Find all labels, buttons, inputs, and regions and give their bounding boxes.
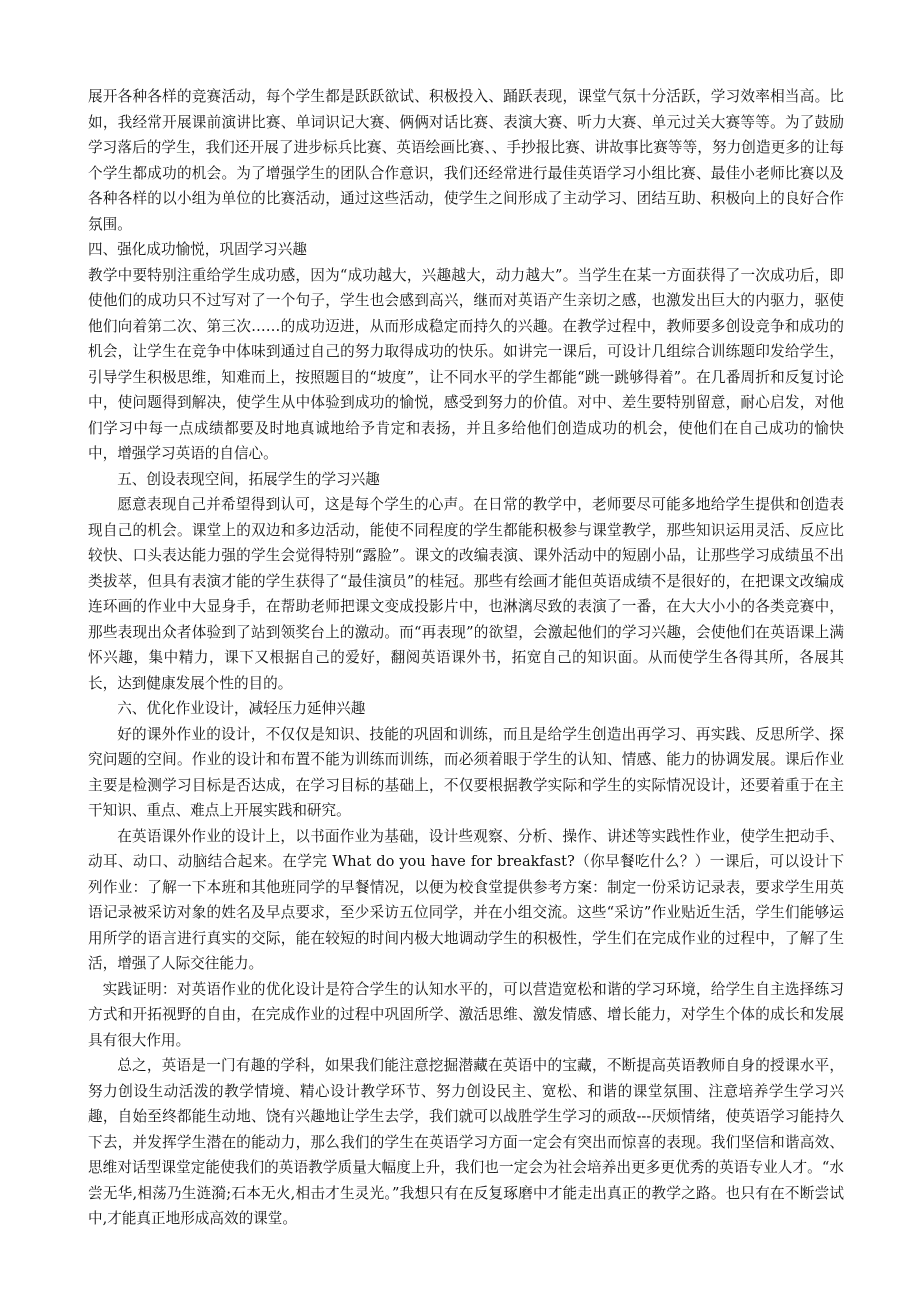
paragraph-homework-design: 好的课外作业的设计，不仅仅是知识、技能的巩固和训练，而且是给学生创造出再学习、再实践、反思所学、探究问题的空间。作业的设计和布置不能为训练而训练，而必须着眼于学生的认知、情感、能力的协调发展。课后作业主要是检测学习目标是否达成，在学习目标的基础上，不仅要根据教学实际和学生的实际情况设计，还要着重于在主干知识、重点、难点上开展实践和研究。 — [88, 725, 844, 819]
paragraph-expression: 愿意表现自己并希望得到认可，这是每个学生的心声。在日常的教学中，老师要尽可能多地给学生提供和创造表现自己的机会。课堂上的双边和多边活动，能使不同程度的学生都能积极参与课堂教学，那些知识运用灵活、反应比较快、口头表达能力强的学生会觉得特别“露脸”。课文的改编表演、课外活动中的短剧小品，让那些学习成绩虽不出类拔萃，但具有表演才能的学生获得了“最佳演员”的桂冠。那些有绘画才能但英语成绩不是很好的，在把课文改编成连环画的作业中大显身手，在帮助老师把课文变成投影片中，也淋漓尽致的表演了一番，在大大小小的各类竞赛中，那些表现出众者体验到了站到领奖台上的激动。而“再表现”的欲望，会激起他们的学习兴趣，会使他们在英语课上满怀兴趣，集中精力，课下又根据自己的爱好，翻阅英语课外书，拓宽自己的知识面。从而使学生各得其所，各展其长，达到健康发展个性的目的。 — [88, 496, 844, 692]
section-heading-4: 四、强化成功愉悦，巩固学习兴趣 — [88, 241, 307, 258]
section-heading-5: 五、创设表现空间，拓展学生的学习兴趣 — [117, 470, 380, 488]
section-heading-6: 六、优化作业设计，减轻压力延伸兴趣 — [117, 700, 366, 717]
paragraph-homework-example: 在英语课外作业的设计上，以书面作业为基础，设计些观察、分析、操作、讲述等实践性作业，使学生把动手、动耳、动口、动脑结合起来。在学完 What do you have for breakfast?（你早餐吃什么？）一课后，可以设计下列作业：了解一下本班和其他班同学的早餐情况，以便为校食堂提供参考方案：制定一份采访记录表，要求学生用英语记录被采访对象的姓名及早点要求，至少采访五位同学，并在小组交流。这些“采访”作业贴近生活，学生们能够运用所学的语言进行真实的交际，能在较短的时间内极大地调动学生的积极性，学生们在完成作业的过程中，了解了生活，增强了人际交往能力。 — [88, 827, 844, 972]
paragraph-conclusion: 总之，英语是一门有趣的学科，如果我们能注意挖掘潜藏在英语中的宝藏，不断提高英语教师自身的授课水平，努力创设生动活泼的教学情境、精心设计教学环节、努力创设民主、宽松、和谐的课堂氛围、注意培养学生学习兴趣，自始至终都能生动地、饶有兴趣地让学生去学，我们就可以战胜学生学习的顽敌---厌烦情绪，使英语学习能持久下去，并发挥学生潜在的能动力，那么我们的学生在英语学习方面一定会有突出而惊喜的表现。我们坚信和谐高效、思维对话型课堂定能使我们的英语教学质量大幅度上升，我们也一定会为社会培养出更多更优秀的英语专业人才。“水尝无华,相荡乃生涟漪;石本无火,相击才生灵光。”我想只有在反复琢磨中才能走出真正的教学之路。也只有在不断尝试中,才能真正地形成高效的课堂。 — [88, 1057, 844, 1227]
document-page — [88, 84, 844, 1232]
paragraph-practice-proof: 实践证明：对英语作业的优化设计是符合学生的认知水平的，可以营造宽松和谐的学习环境，给学生自主选择练习方式和开拓视野的自由，在完成作业的过程中巩固所学、激活思维、激发情感、增长能力，对学生个体的成长和发展具有很大作用。 — [88, 980, 844, 1049]
paragraph-success: 教学中要特别注重给学生成功感，因为“成功越大，兴趣越大，动力越大”。当学生在某一方面获得了一次成功后，即使他们的成功只不过写对了一个句子，学生也会感到高兴，继而对英语产生亲切之感，也激发出巨大的内驱力，驱使他们向着第二次、第三次……的成功迈进，从而形成稳定而持久的兴趣。在教学过程中，教师要多创设竞争和成功的机会，让学生在竞争中体味到通过自己的努力取得成功的快乐。如讲完一课后，可设计几组综合训练题印发给学生，引导学生积极思维，知难而上，按照题目的“坡度”，让不同水平的学生都能“跳一跳够得着”。在几番周折和反复讨论中，使问题得到解决，使学生从中体验到成功的愉悦，感受到努力的价值。对中、差生要特别留意，耐心启发，对他们学习中每一点成绩都要及时地真诚地给予肯定和表扬，并且多给他们创造成功的机会，使他们在自己成功的愉快中，增强学习英语的自信心。 — [88, 266, 844, 462]
paragraph-competitions: 展开各种各样的竞赛活动，每个学生都是跃跃欲试、积极投入、踊跃表现，课堂气氛十分活跃，学习效率相当高。比如，我经常开展课前演讲比赛、单词识记大赛、俩俩对话比赛、表演大赛、听力大赛、单元过关大赛等等。为了鼓励学习落后的学生，我们还开展了进步标兵比赛、英语绘画比赛、、手抄报比赛、讲故事比赛等等，努力创造更多的让每个学生都成功的机会。为了增强学生的团队合作意识，我们还经常进行最佳英语学习小组比赛、最佳小老师比赛以及各种各样的以小组为单位的比赛活动，通过这些活动，使学生之间形成了主动学习、团结互助、积极向上的良好合作氛围。 — [88, 88, 844, 233]
